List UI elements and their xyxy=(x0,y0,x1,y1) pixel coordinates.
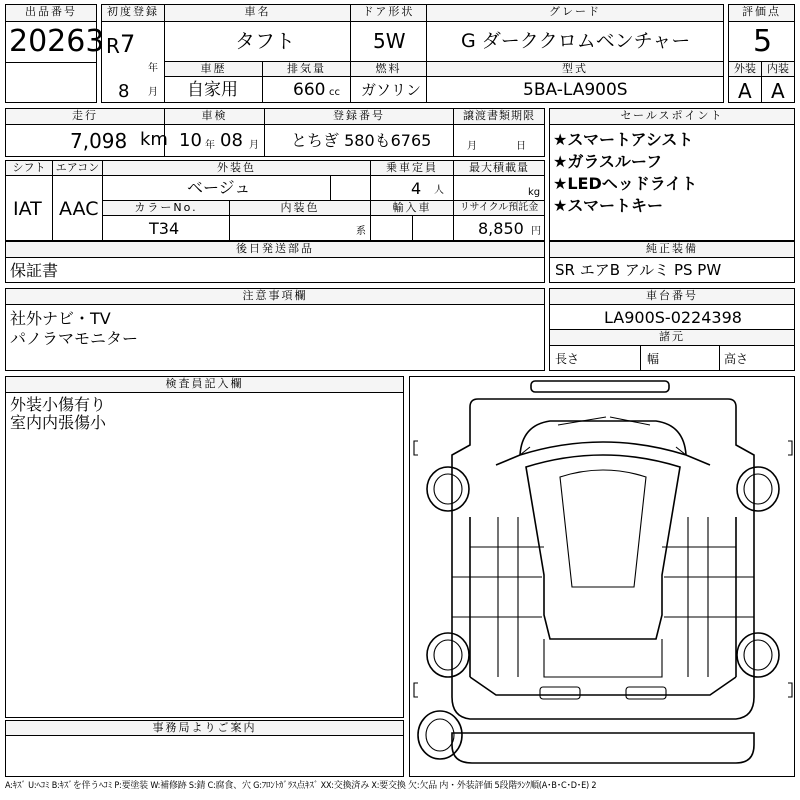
shift-header: シフト xyxy=(5,160,53,176)
doors-header: ドア形状 xyxy=(350,4,427,22)
mileage-unit: km xyxy=(140,129,168,150)
max-load-cell xyxy=(453,175,545,201)
history-cell xyxy=(164,76,263,103)
doors-value: 5W xyxy=(373,29,406,53)
max-load-unit: kg xyxy=(528,187,541,198)
sales-point-item: ★ガラスルーフ xyxy=(553,152,663,171)
color-blank-cell xyxy=(330,175,371,201)
delivery-parts-header: 後日発送部品 xyxy=(5,241,545,258)
car-diagram xyxy=(409,376,795,777)
car-outline-icon xyxy=(410,377,796,778)
mileage-header: 走行 xyxy=(5,108,165,125)
inspector-line: 室内内張傷小 xyxy=(10,413,107,432)
mileage-cell xyxy=(5,124,168,157)
import-cell-b xyxy=(412,215,454,241)
sales-points-header: セールスポイント xyxy=(549,108,795,125)
dims-width: 幅 xyxy=(647,352,660,366)
score-value: 5 xyxy=(753,24,773,59)
mileage-value: 7,098 xyxy=(70,129,128,153)
max-load-header: 最大積載量 xyxy=(453,160,545,176)
chassis-cell xyxy=(549,304,795,330)
transfer-doc-header: 譲渡書類期限 xyxy=(453,108,545,125)
dims-length-cell xyxy=(549,345,641,371)
displacement-cell xyxy=(262,76,351,103)
inspection-header: 車検 xyxy=(164,108,265,125)
transfer-doc-cell xyxy=(453,124,545,157)
sales-point-item: ★スマートアシスト xyxy=(553,130,694,149)
lot-number-cell xyxy=(5,21,105,63)
history-value: 自家用 xyxy=(187,80,238,100)
car-name-cell xyxy=(164,21,351,62)
score-cell xyxy=(728,21,795,62)
model-cell xyxy=(426,76,724,103)
transfer-doc-month-unit: 月 xyxy=(467,141,477,152)
inspection-year-unit: 年 xyxy=(205,140,215,151)
exterior-score-cell xyxy=(728,76,762,103)
fuel-value: ガソリン xyxy=(361,81,422,99)
shift-cell xyxy=(5,175,53,241)
displacement-unit: cc xyxy=(329,87,340,98)
capacity-header: 乗車定員 xyxy=(370,160,454,176)
first-reg-header: 初度登録 xyxy=(101,4,165,22)
aircon-header: エアコン xyxy=(52,160,103,176)
delivery-parts-cell xyxy=(5,257,545,283)
interior-score-cell xyxy=(761,76,795,103)
lot-header: 出品番号 xyxy=(5,4,97,22)
score-header: 評価点 xyxy=(728,4,795,22)
displacement-header: 排気量 xyxy=(262,61,351,77)
notes-line: パノラマモニター xyxy=(10,329,139,348)
office-header: 事務局よりご案内 xyxy=(5,720,404,736)
displacement-value: 660 xyxy=(293,80,326,100)
first-reg-era: R xyxy=(106,34,120,58)
legend-text: A:ｷｽﾞ U:ﾍｺﾐ B:ｷｽﾞを伴うﾍｺﾐ P:要塗装 W:補修跡 S:錆 C:腐食、穴 G:ﾌﾛﾝﾄｶﾞﾗｽ点ｷｽﾞ XX:交換済み X:要交換 欠:欠品 内・外装評価 5段階ﾗﾝｸ順(A･B･C･D･E) 2 xyxy=(5,781,597,791)
recycle-value: 8,850 xyxy=(478,219,524,238)
model-header: 型式 xyxy=(426,61,724,77)
interior-score: A xyxy=(771,79,785,103)
dims-header: 諸元 xyxy=(549,329,795,346)
color-no-cell xyxy=(102,215,230,241)
aircon-cell xyxy=(52,175,103,241)
sales-point-item: ★スマートキー xyxy=(553,196,664,215)
first-reg-month: 8 xyxy=(118,81,130,102)
import-header: 輸入車 xyxy=(370,200,454,216)
first-reg-cell xyxy=(101,21,165,103)
first-reg-year: 7 xyxy=(120,30,136,58)
first-reg-year-unit: 年 xyxy=(148,63,158,74)
inspection-month: 08 xyxy=(220,130,243,151)
lot-number: 20263 xyxy=(9,24,105,59)
notes-header: 注意事項欄 xyxy=(5,288,545,305)
capacity-unit: 人 xyxy=(434,185,444,196)
recycle-cell xyxy=(453,215,545,241)
plate-cell xyxy=(264,124,454,157)
plate-value: とちぎ 580も6765 xyxy=(291,131,432,150)
plate-header: 登録番号 xyxy=(264,108,454,125)
import-cell-a xyxy=(370,215,413,241)
grade-cell xyxy=(426,21,724,62)
dims-height-cell xyxy=(719,345,795,371)
recycle-header: リサイクル預託金 xyxy=(453,200,545,216)
history-header: 車歴 xyxy=(164,61,263,77)
lot-blank-cell xyxy=(5,62,97,103)
exterior-score: A xyxy=(738,79,752,103)
notes-cell xyxy=(5,304,545,371)
sales-points-cell xyxy=(549,124,795,241)
aircon-value: AAC xyxy=(59,198,99,220)
shift-value: IAT xyxy=(13,198,42,220)
capacity-value: 4 xyxy=(411,179,422,198)
recycle-unit: 円 xyxy=(531,226,541,237)
car-name-header: 車名 xyxy=(164,4,351,22)
color-header: 外装色 xyxy=(102,160,371,176)
interior-color-cell xyxy=(229,215,371,241)
notes-line: 社外ナビ・TV xyxy=(10,309,111,328)
interior-score-header: 内装 xyxy=(761,61,795,77)
chassis-value: LA900S-0224398 xyxy=(604,308,742,327)
equipment-value: SR エアB アルミ PS PW xyxy=(555,261,722,279)
transfer-doc-day-unit: 日 xyxy=(516,141,526,152)
dims-length: 長さ xyxy=(555,352,580,366)
equipment-header: 純正装備 xyxy=(549,241,795,258)
interior-color-unit: 系 xyxy=(356,226,366,237)
grade-header: グレード xyxy=(426,4,724,22)
grade-value: G ダーククロムベンチャー xyxy=(461,30,691,52)
inspection-cell xyxy=(164,124,265,157)
inspector-header: 検査員記入欄 xyxy=(5,376,404,393)
fuel-cell xyxy=(350,76,427,103)
color-cell xyxy=(102,175,331,201)
equipment-cell xyxy=(549,257,795,283)
color-no-header: カラーNo. xyxy=(102,200,230,216)
color-no-value: T34 xyxy=(149,219,180,238)
model-value: 5BA-LA900S xyxy=(523,80,628,100)
dims-width-cell xyxy=(640,345,720,371)
inspector-line: 外装小傷有り xyxy=(10,395,107,414)
first-reg-month-unit: 月 xyxy=(148,87,158,98)
fuel-header: 燃料 xyxy=(350,61,427,77)
interior-color-header: 内装色 xyxy=(229,200,371,216)
inspection-year: 10 xyxy=(179,130,202,151)
chassis-header: 車台番号 xyxy=(549,288,795,305)
delivery-parts-value: 保証書 xyxy=(10,261,59,280)
color-value: ベージュ xyxy=(187,178,251,197)
office-cell xyxy=(5,735,404,777)
inspector-cell xyxy=(5,392,404,718)
exterior-score-header: 外装 xyxy=(728,61,762,77)
car-name: タフト xyxy=(235,29,295,53)
doors-cell xyxy=(350,21,427,62)
sales-point-item: ★LEDヘッドライト xyxy=(553,174,698,193)
inspection-month-unit: 月 xyxy=(249,140,259,151)
dims-height: 高さ xyxy=(724,352,749,366)
capacity-cell xyxy=(370,175,454,201)
